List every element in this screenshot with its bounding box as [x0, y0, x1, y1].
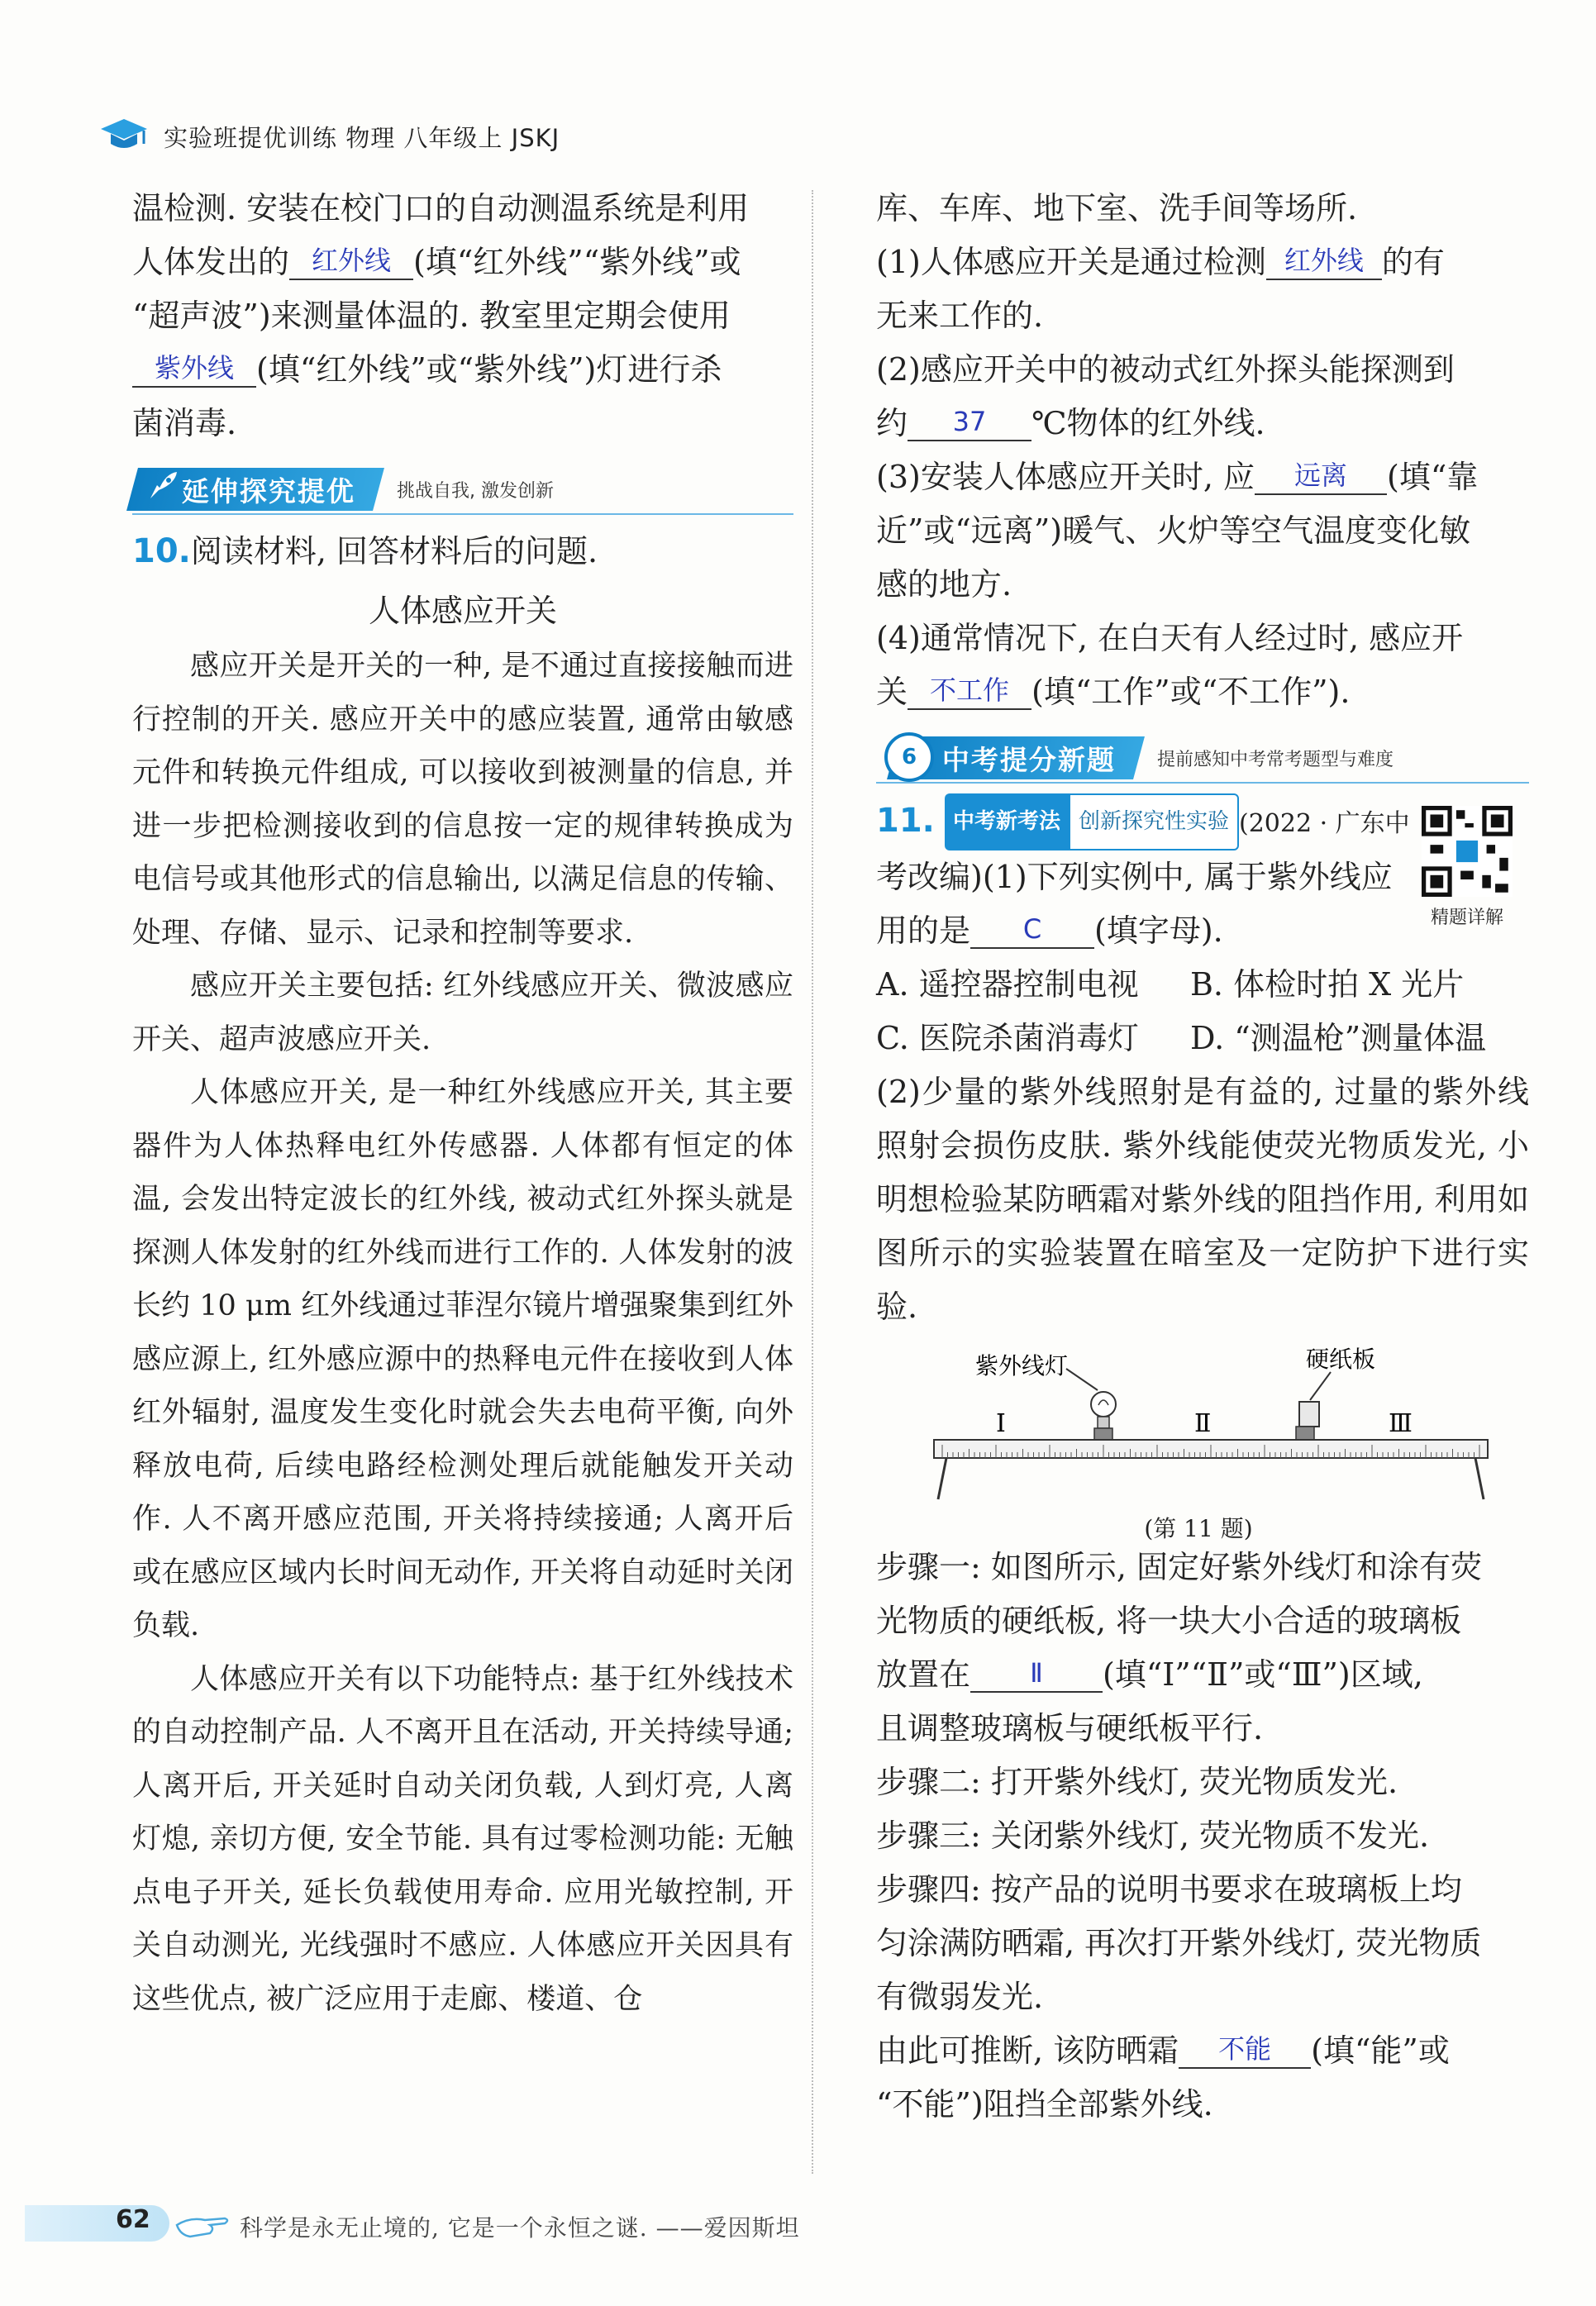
page-footer	[25, 2199, 1570, 2248]
q10-sub1-line1: (1)人体感应开关是通过检测 红外线 的有	[876, 244, 1445, 280]
answer-blank-q10-1[interactable]: 红外线	[1266, 242, 1382, 280]
figure-caption: (第 11 题)	[1144, 1515, 1253, 1542]
answer-blank-1[interactable]: 红外线	[289, 242, 413, 280]
article-paragraph-1: 感应开关是开关的一种, 是不通过直接接触而进行控制的开关. 感应开关中的感应装置, 通常由敏感元件和转换元件组成, 可以接收到被测量的信息, 并进一步把检测接收到的信息按一定的规律转换成为电信号或其他形式的信息输出, 以满足信息的传输、处理、存储、显示、记录和控制等要求.	[132, 650, 793, 950]
intro-line-5: 菌消毒.	[132, 405, 237, 441]
page-header	[99, 112, 560, 161]
section-banner-exam	[876, 731, 1529, 785]
intro-line-2: 人体发出的 红外线 (填“红外线”“紫外线”或	[132, 244, 741, 280]
step-3: 步骤三: 关闭紫外线灯, 荧光物质不发光.	[876, 1818, 1430, 1854]
answer-blank-q11-1[interactable]: C	[970, 911, 1094, 949]
options-row-1	[876, 958, 1529, 1012]
region-3-label: Ⅲ	[1389, 1409, 1413, 1438]
banner-title: 中考提分新题	[942, 743, 1116, 776]
question-10	[132, 525, 793, 579]
question-10-text: 阅读材料, 回答材料后的问题.	[190, 533, 598, 569]
q10-sub4-line2: 关 不工作 (填“工作”或“不工作”).	[876, 674, 1351, 710]
step-4-line1: 步骤四: 按产品的说明书要求在玻璃板上均	[876, 1871, 1462, 1908]
article-continuation: 库、车库、地下室、洗手间等场所.	[876, 190, 1358, 226]
qr-code-block[interactable]	[1413, 806, 1521, 929]
rocket-icon	[144, 469, 180, 505]
pointing-hand-icon	[174, 2200, 231, 2245]
conclusion-line2: “不能”)阻挡全部紫外线.	[876, 2086, 1213, 2123]
column-divider	[812, 190, 813, 2174]
step-2: 步骤二: 打开紫外线灯, 荧光物质发光.	[876, 1764, 1398, 1800]
option-b[interactable]: B. 体检时拍 X 光片	[1190, 966, 1465, 1003]
q11-line3: 用的是 C (填字母).	[876, 912, 1223, 949]
tag-innovative-experiment: 创新探究性实验	[1069, 793, 1239, 850]
article-paragraph-2: 感应开关主要包括: 红外线感应开关、微波感应开关、超声波感应开关.	[132, 970, 793, 1056]
region-1-label: Ⅰ	[996, 1409, 1006, 1438]
q10-sub4-line1: (4)通常情况下, 在白天有人经过时, 感应开	[876, 620, 1464, 656]
q10-sub3-line1: (3)安装人体感应开关时, 应 远离 (填“靠	[876, 459, 1479, 495]
answer-blank-q10-3[interactable]: 远离	[1255, 457, 1387, 495]
answer-blank-q10-4[interactable]: 不工作	[908, 672, 1031, 710]
conclusion-line1: 由此可推断, 该防晒霜 不能 (填“能”或	[876, 2032, 1450, 2069]
step-1-line2: 光物质的硬纸板, 将一块大小合适的玻璃板	[876, 1603, 1462, 1639]
step-4-line3: 有微弱发光.	[876, 1979, 1044, 2015]
section-banner-extend	[132, 462, 793, 517]
left-column	[132, 182, 793, 2026]
experiment-figure	[876, 1342, 1521, 1541]
optical-bench-diagram	[876, 1342, 1521, 1508]
article-title: 人体感应开关	[368, 593, 557, 629]
article-paragraph-4: 人体感应开关有以下功能特点: 基于红外线技术的自动控制产品. 人不离开且在活动, 开关持续导通; 人离开后, 开关延时自动关闭负载, 人到灯亮, 人离灯熄, 亲切方便, 安全节能. 具有过零检测功能: 无触点电子开关, 延长负载使用寿命. 应用光敏控制, 开关自动测光, 光线强时不感应. 人体感应开关因具有这些优点, 被广泛应用于走廊、楼道、仓	[132, 1662, 793, 2016]
qr-caption: 精题详解	[1430, 908, 1503, 928]
medal-icon: 6	[884, 732, 934, 782]
graduation-cap-icon	[99, 116, 149, 157]
option-a[interactable]: A. 遥控器控制电视	[876, 966, 1139, 1003]
banner-subtitle: 提前感知中考常考题型与难度	[1157, 749, 1394, 770]
answer-blank-q11-2[interactable]: Ⅱ	[970, 1655, 1103, 1693]
qr-code-icon[interactable]	[1422, 806, 1513, 897]
q11-line2: 考改编)(1)下列实例中, 属于紫外线应	[876, 859, 1393, 895]
step-1-line3: 放置在 Ⅱ (填“Ⅰ”“Ⅱ”或“Ⅲ”)区域,	[876, 1656, 1423, 1693]
q10-sub1-line2: 无来工作的.	[876, 298, 1044, 334]
article-paragraph-3: 人体感应开关, 是一种红外线感应开关, 其主要器件为人体热释电红外传感器. 人体都有恒定的体温, 会发出特定波长的红外线, 被动式红外探头就是探测人体发射的红外线而进行工作的. 人体发射的波长约 10 μm 红外线通过菲涅尔镜片增强聚集到红外感应源上, 红外感应源中的热释电元件在接收到人体红外辐射, 温度发生变化时就会失去电荷平衡, 向外释放电荷, 后续电路经检测处理后就能触发开关动作. 人不离开感应范围, 开关将持续接通; 人离开后或在感应区域内长时间无动作, 开关将自动延时关闭负载.	[132, 1076, 793, 1642]
answer-blank-q10-2[interactable]: 37	[908, 403, 1031, 441]
q11-part2: (2)少量的紫外线照射是有益的, 过量的紫外线照射会损伤皮肤. 紫外线能使荧光物质发光, 小明想检验某防晒霜对紫外线的阻挡作用, 利用如图所示的实验装置在暗室及一定防护下进行实验.	[876, 1074, 1529, 1325]
right-column	[876, 182, 1529, 2132]
label-cardboard: 硬纸板	[1306, 1346, 1376, 1373]
uv-lamp-icon	[1091, 1392, 1116, 1440]
footer-quote: 科学是永无止境的, 它是一个永恒之谜. ——爱因斯坦	[240, 2214, 800, 2242]
options-row-2	[876, 1012, 1529, 1065]
step-4-line2: 匀涂满防晒霜, 再次打开紫外线灯, 荧光物质	[876, 1925, 1482, 1961]
tag-new-method: 中考新考法	[945, 793, 1069, 850]
intro-line-4: 紫外线 (填“红外线”或“紫外线”)灯进行杀	[132, 343, 793, 397]
banner-title: 延伸探究提优	[182, 474, 355, 507]
step-1-line4: 且调整玻璃板与硬纸板平行.	[876, 1710, 1264, 1746]
option-c[interactable]: C. 医院杀菌消毒灯	[876, 1020, 1139, 1056]
region-2-label: Ⅱ	[1194, 1409, 1212, 1438]
question-11-source: (2022 · 广东中	[1238, 809, 1410, 838]
cardboard-icon	[1296, 1402, 1319, 1440]
step-1-line1: 步骤一: 如图所示, 固定好紫外线灯和涂有荧	[876, 1549, 1483, 1585]
banner-subtitle: 挑战自我, 激发创新	[397, 480, 554, 502]
q10-sub2-line1: (2)感应开关中的被动式红外探头能探测到	[876, 351, 1455, 388]
intro-line-1: 温检测. 安装在校门口的自动测温系统是利用	[132, 190, 750, 226]
intro-line-3: “超声波”)来测量体温的. 教室里定期会使用	[132, 298, 731, 334]
answer-blank-2[interactable]: 紫外线	[132, 350, 256, 388]
q10-sub3-line3: 感的地方.	[876, 566, 1012, 603]
page-number: 62	[116, 2205, 150, 2234]
optical-bench-rail	[934, 1440, 1488, 1499]
header-title: 实验班提优训练 物理 八年级上 JSKJ	[164, 123, 560, 152]
q10-sub3-line2: 近”或“远离”)暖气、火炉等空气温度变化敏	[876, 512, 1471, 549]
option-d[interactable]: D. “测温枪”测量体温	[1190, 1020, 1487, 1056]
q10-sub2-line2: 约 37 ℃物体的红外线.	[876, 405, 1265, 441]
question-number-10: 10.	[132, 532, 191, 570]
label-uv-lamp: 紫外线灯	[975, 1352, 1069, 1379]
answer-blank-q11-3[interactable]: 不能	[1179, 2031, 1311, 2069]
question-number-11: 11.	[876, 802, 935, 840]
